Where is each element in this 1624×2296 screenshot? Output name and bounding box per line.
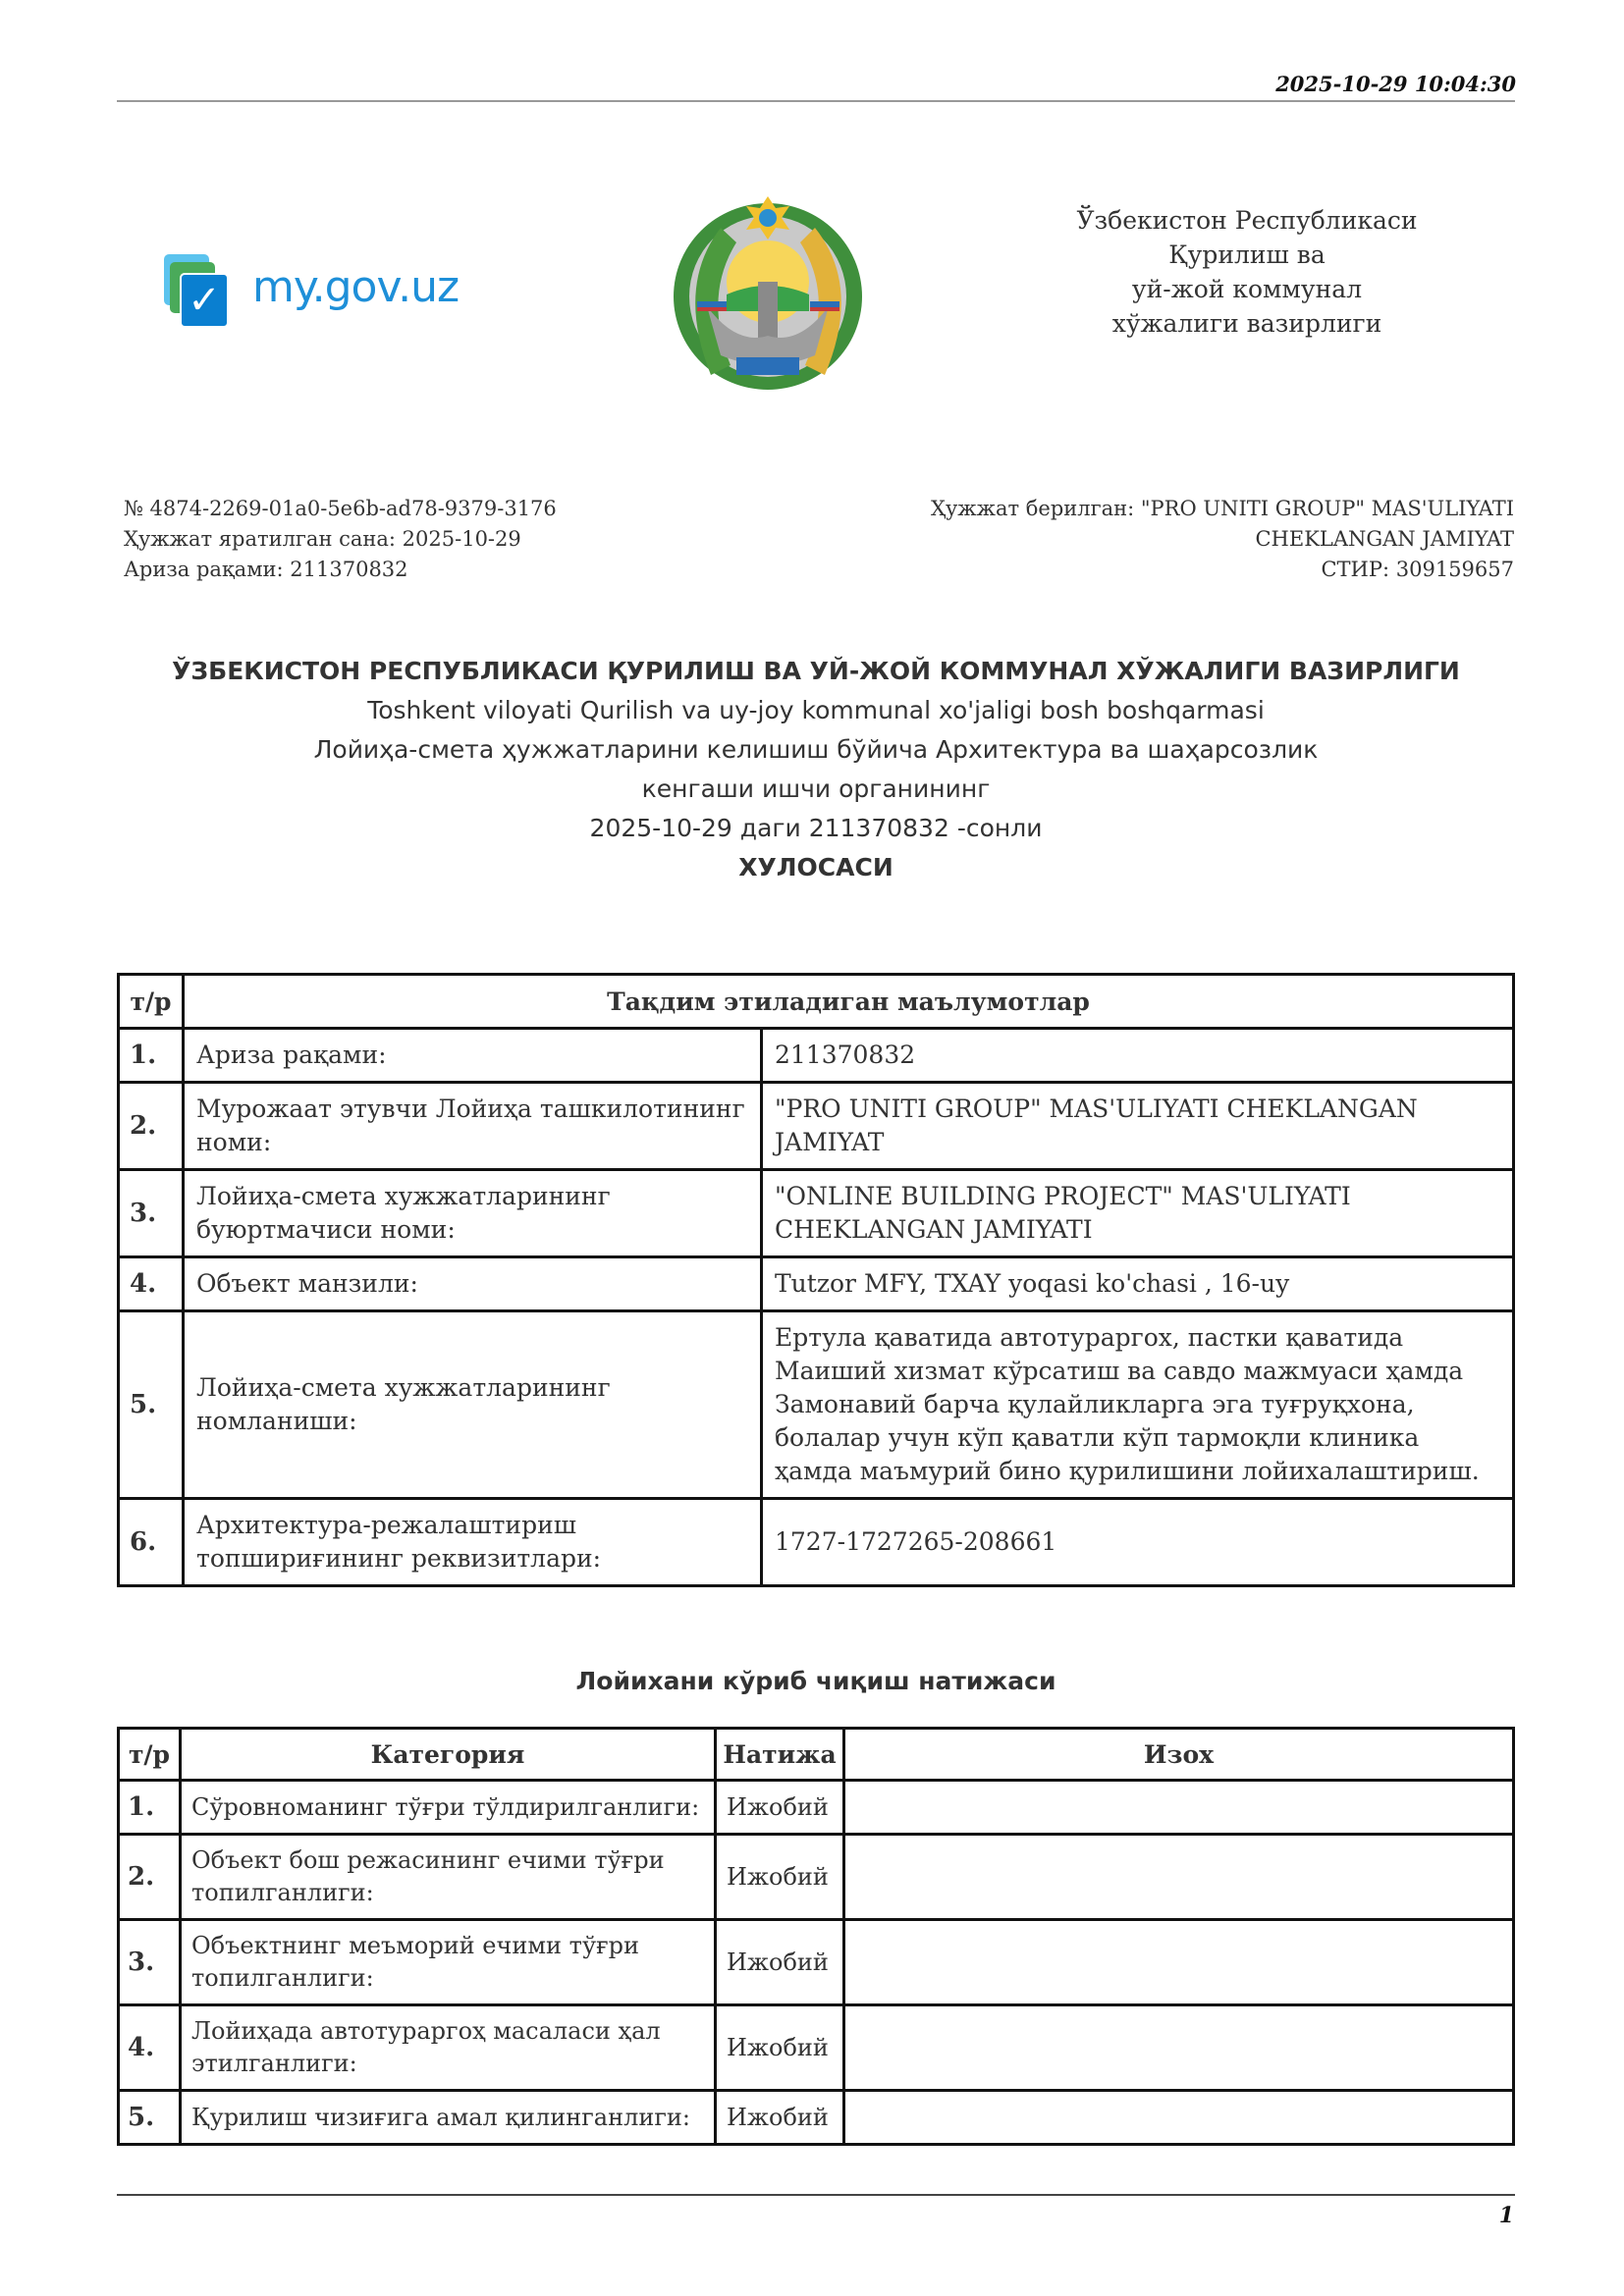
row-note: [844, 1781, 1514, 1835]
header-cell-info: Тақдим этиладиган маълумотлар: [184, 975, 1514, 1029]
header-cell-category: Категория: [181, 1729, 716, 1781]
row-value: 1727-1727265-208661: [762, 1499, 1514, 1586]
row-category: Лойиҳада автотураргоҳ масаласи ҳал этилганлиги:: [181, 2005, 716, 2091]
row-result: Ижобий: [716, 1781, 844, 1835]
issued-to: [807, 494, 1514, 585]
title-date-number: 2025-10-29 даги 211370832 -сонли: [589, 814, 1043, 842]
row-category: Сўровноманинг тўғри тўлдирилганлиги:: [181, 1781, 716, 1835]
row-number: 3.: [119, 1920, 181, 2005]
page-number: 1: [1498, 2203, 1514, 2228]
table-row: [119, 1311, 1514, 1499]
review-section-title: Лойихани кўриб чиқиш натижаси: [575, 1667, 1056, 1695]
table-row: [119, 1083, 1514, 1170]
row-label: Объект манзили:: [184, 1257, 762, 1311]
table-row: [119, 2091, 1514, 2145]
info-table: [117, 973, 1515, 1587]
print-timestamp: 2025-10-29 10:04:30: [1275, 72, 1516, 96]
mygov-logo: [162, 250, 486, 329]
row-label: Лойиҳа-смета хужжатларининг буюртмачиси номи:: [184, 1170, 762, 1257]
table-row: [119, 1835, 1514, 1920]
row-result: Ижобий: [716, 2005, 844, 2091]
ministry-line: уй-жой коммунал: [1131, 275, 1363, 303]
table-row: [119, 2005, 1514, 2091]
row-label: Архитектура-режалаштириш топшириғининг реквизитлари:: [184, 1499, 762, 1586]
row-category: Объектнинг меъморий ечими тўғри топилганлиги:: [181, 1920, 716, 2005]
header-cell-index: т/р: [119, 1729, 181, 1781]
row-value: 211370832: [762, 1029, 1514, 1083]
row-number: 2.: [119, 1083, 184, 1170]
header-divider: [117, 100, 1515, 102]
row-note: [844, 1920, 1514, 2005]
row-number: 2.: [119, 1835, 181, 1920]
review-table: [117, 1727, 1515, 2146]
row-value: Ертула қаватида автотураргох, пастки қаватида Маиший хизмат кўрсатиш ва савдо мажмуаси ҳамда Замонавий барча қулайликларга эга туғруқхона, болалар учун кўп қаватли кўп тармоқли клиника ҳамда маъмурий бино қурилишини лойихалаштириш.: [762, 1311, 1514, 1499]
row-result: Ижобий: [716, 1835, 844, 1920]
table-header-row: [119, 1729, 1514, 1781]
row-category: Қурилиш чизиғига амал қилинганлиги:: [181, 2091, 716, 2145]
row-result: Ижобий: [716, 2091, 844, 2145]
title-ministry: ЎЗБЕКИСТОН РЕСПУБЛИКАСИ ҚУРИЛИШ ВА УЙ-ЖОЙ КОММУНАЛ ХЎЖАЛИГИ ВАЗИРЛИГИ: [172, 657, 1460, 685]
table-row: [119, 1170, 1514, 1257]
row-number: 3.: [119, 1170, 184, 1257]
row-number: 1.: [119, 1029, 184, 1083]
row-number: 6.: [119, 1499, 184, 1586]
document-number: № 4874-2269-01a0-5e6b-ad78-9379-3176: [124, 497, 557, 520]
row-category: Объект бош режасининг ечими тўғри топилганлиги:: [181, 1835, 716, 1920]
header-cell-note: Изох: [844, 1729, 1514, 1781]
document-created-date: Ҳужжат яратилган сана: 2025-10-29: [124, 527, 521, 551]
row-note: [844, 1835, 1514, 1920]
table-row: [119, 1029, 1514, 1083]
row-number: 1.: [119, 1781, 181, 1835]
row-note: [844, 2091, 1514, 2145]
ministry-line: хўжалиги вазирлиги: [1111, 309, 1382, 338]
title-department: Toshkent viloyati Qurilish va uy-joy kommunal xo'jaligi bosh boshqarmasi: [367, 696, 1265, 724]
mygov-logo-text: my.gov.uz: [252, 262, 460, 312]
ministry-line: Ўзбекистон Республикаси: [1076, 206, 1418, 235]
row-result: Ижобий: [716, 1920, 844, 2005]
table-row: [119, 1920, 1514, 2005]
application-number: Ариза рақами: 211370832: [124, 558, 408, 581]
row-value: "PRO UNITI GROUP" MAS'ULIYATI CHEKLANGAN JAMIYAT: [762, 1083, 1514, 1170]
row-label: Лойиҳа-смета хужжатларининг номланиши:: [184, 1311, 762, 1499]
table-row: [119, 1781, 1514, 1835]
footer-divider: [117, 2194, 1515, 2196]
table-header-row: [119, 975, 1514, 1029]
issued-to-line: Ҳужжат берилган: "PRO UNITI GROUP" MAS'ULIYATI: [931, 497, 1514, 520]
table-row: [119, 1499, 1514, 1586]
document-title: [117, 652, 1515, 887]
document-meta: [124, 494, 557, 585]
table-row: [119, 1257, 1514, 1311]
title-council: Лойиҳа-смета ҳужжатларини келишиш бўйича Архитектура ва шаҳарсозлик кенгаши ишчи органининг: [313, 735, 1319, 803]
ministry-line: Қурилиш ва: [1168, 240, 1326, 269]
row-label: Мурожаат этувчи Лойиҳа ташкилотининг номи:: [184, 1083, 762, 1170]
row-number: 4.: [119, 1257, 184, 1311]
header-cell-result: Натижа: [716, 1729, 844, 1781]
title-conclusion: ХУЛОСАСИ: [738, 853, 893, 881]
mygov-check-icon: ✓: [162, 250, 231, 329]
row-label: Ариза рақами:: [184, 1029, 762, 1083]
row-value: Tutzor MFY, TXAY yoqasi ko'chasi , 16-uy: [762, 1257, 1514, 1311]
state-emblem-icon: [668, 188, 869, 393]
row-number: 5.: [119, 2091, 181, 2145]
row-note: [844, 2005, 1514, 2091]
tax-id: СТИР: 309159657: [1321, 558, 1514, 581]
row-value: "ONLINE BUILDING PROJECT" MAS'ULIYATI CHEKLANGAN JAMIYATI: [762, 1170, 1514, 1257]
ministry-name: [1021, 203, 1473, 341]
row-number: 4.: [119, 2005, 181, 2091]
issued-to-line: CHEKLANGAN JAMIYAT: [1255, 527, 1514, 551]
row-number: 5.: [119, 1311, 184, 1499]
header-cell-index: т/р: [119, 975, 184, 1029]
